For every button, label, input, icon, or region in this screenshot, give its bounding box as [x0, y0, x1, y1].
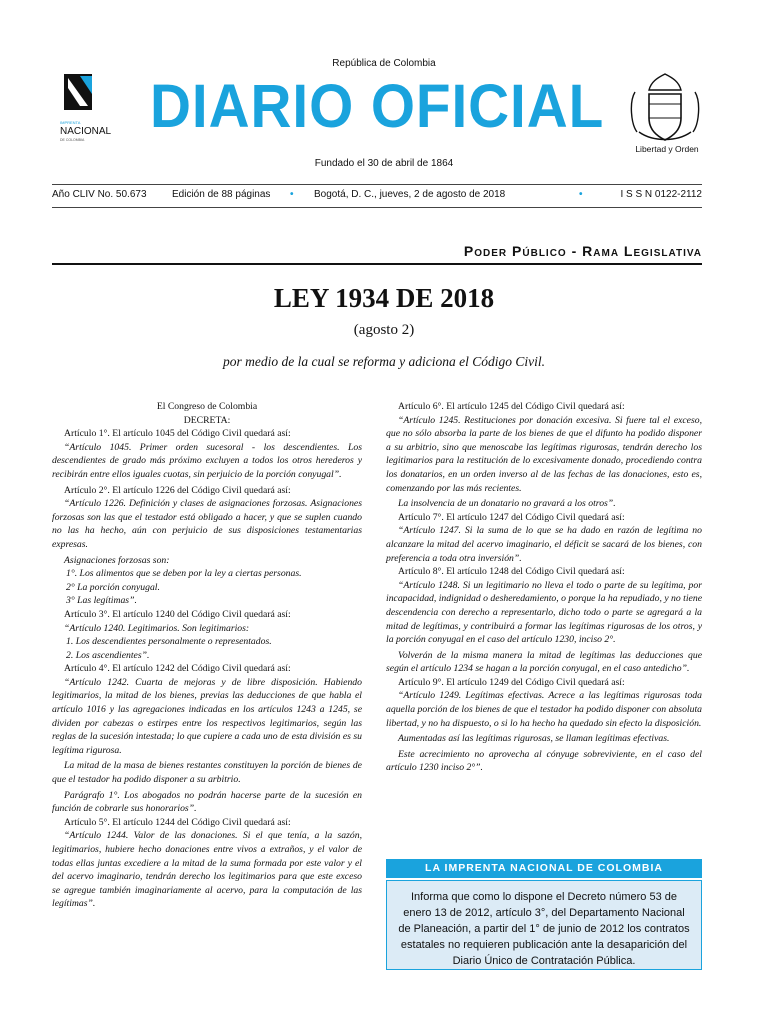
list-item: 2. Los ascendientes”.: [66, 649, 150, 661]
paragraph: Asignaciones forzosas son:: [64, 554, 170, 566]
law-description: por medio de la cual se reforma y adiciona el Código Civil.: [223, 354, 545, 369]
notice-text: Informa que como lo dispone el Decreto número 53 de enero 13 de 2012, artículo 3°, del Departamento Nacional de Planeación, a partir del 1° de junio de 2012 los contratos estatales no requieren publicación ante la desaparición del Diario Único de Contratación Pública.: [398, 891, 690, 967]
paragraph: Artículo 8°. El artículo 1248 del Código Civil quedará así:: [398, 566, 625, 578]
paragraph: Aumentadas así las legítimas rigurosas, se llaman legítimas efectivas.: [398, 733, 670, 745]
right-column: [386, 400, 702, 775]
paragraph: “Artículo 1045. Primer orden sucesoral - los descendientes. Los descendientes de grado más próximo excluyen a todos los otros herederos y recibirán entre ellos iguales cuotas, sin perjuicio de la porción conyugal”.: [52, 441, 362, 480]
svg-text:IMPRENTA: IMPRENTA: [60, 120, 81, 125]
paragraph: Parágrafo 1°. Los abogados no podrán hacerse parte de la sucesión en función de cobrarle sus honorarios”.: [52, 789, 362, 815]
place-date: Bogotá, D. C., jueves, 2 de agosto de 2018: [314, 189, 506, 200]
info-bar: [52, 184, 702, 208]
paragraph: “Artículo 1245. Restituciones por donación excesiva. Si fuere tal el exceso, que no sólo absorba la parte de los bienes de que el difunto ha podido disponer a su arbitrio, sino que menoscabe las legítimas rigurosas, tendrán derecho los legitimarios para la restitución de lo excesivamente donado, procediendo contra los donatarios, en un orden inverso al de las fechas de las donaciones, esto es, comenzando por las más recientes.: [386, 414, 702, 494]
paragraph: Artículo 1°. El artículo 1045 del Código Civil quedará así:: [64, 428, 291, 440]
section-bar: [52, 242, 702, 265]
paragraph: Volverán de la misma manera la mitad de legítimas las deducciones que según el artículo 1234 se hagan a la porción conyugal, en el caso antedicho”.: [386, 649, 702, 675]
notice-box: [386, 859, 702, 969]
separator-dot-icon: •: [579, 189, 583, 200]
list-item: 3° Las legítimas”.: [66, 595, 137, 607]
paragraph: Artículo 6°. El artículo 1245 del Código Civil quedará así:: [398, 401, 625, 412]
paragraph: Artículo 3°. El artículo 1240 del Código Civil quedará así:: [64, 608, 291, 620]
paragraph: Artículo 9°. El artículo 1249 del Código Civil quedará así:: [398, 676, 625, 688]
paragraph: “Artículo 1226. Definición y clases de asignaciones forzosas. Asignaciones forzosas son las que el testador está obligado a hacer, y que se suplen cuando no las ha hecho, aún con perjuicio de sus disposiciones testamentarias expresas.: [52, 498, 362, 550]
paragraph: Este acrecimiento no aprovecha al cónyuge sobreviviente, en el caso del artículo 1230 inciso 2°”.: [386, 748, 702, 774]
paragraph: DECRETA:: [183, 414, 231, 426]
svg-text:DE COLOMBIA: DE COLOMBIA: [60, 138, 85, 142]
paragraph: Artículo 4°. El artículo 1242 del Código Civil quedará así:: [64, 663, 291, 675]
list-item: 1°. Los alimentos que se deben por la ley a ciertas personas.: [66, 568, 302, 580]
edition-pages: Edición de 88 páginas: [172, 189, 271, 200]
issn: I S S N 0122-2112: [620, 189, 702, 200]
imprenta-nacional-logo: [58, 72, 122, 152]
republica-label: República de Colombia: [332, 58, 436, 69]
notice-header: LA IMPRENTA NACIONAL DE COLOMBIA: [386, 859, 702, 878]
paragraph: “Artículo 1248. Si un legitimario no lleva el todo o parte de su legítima, por incapacidad, indignidad o desheredamiento, o porque la ha repudiado, y no tiene descendencia con derecho a representarlo, dicho todo o parte se agregará a la mitad de legítimas, y contribuirá a formar las legítimas rigurosas de los otros, y la porción conyugal en el caso del artículo 1230, inciso 2°.: [386, 579, 702, 646]
paragraph: Artículo 2°. El artículo 1226 del Código Civil quedará así:: [64, 484, 291, 496]
notice-body: [386, 880, 702, 970]
paragraph: “Artículo 1247. Si la suma de lo que se ha dado en razón de legítima no alcanzare la mitad del acervo imaginario, el déficit se sacará de los bienes, con preferencia a toda otra inversión”.: [386, 525, 702, 564]
law-date: (agosto 2): [353, 322, 415, 338]
paragraph: “Artículo 1244. Valor de las donaciones. Si el que tenía, a la sazón, legitimarios, hubiere hecho donaciones entre vivos a extraños, y el valor de todas ellas juntas excediere a la mitad de la suma formada por este valor y el del acervo imaginario, tendrán derecho los legitimarios para que este exceso se agregue también imaginariamente al acervo, para la computación de las legítimas”.: [52, 830, 362, 910]
law-title: LEY 1934 DE 2018: [273, 283, 495, 313]
section-title: Poder Público - Rama Legislativa: [463, 243, 702, 259]
page-title: DIARIO OFICIAL: [150, 72, 605, 140]
svg-text:NACIONAL: NACIONAL: [60, 126, 112, 137]
shield-motto: Libertad y Orden: [635, 144, 699, 154]
paragraph: La mitad de la masa de bienes restantes constituyen la porción de bienes de que el testador ha podido disponer a su arbitrio.: [52, 760, 362, 786]
left-column: [52, 400, 362, 911]
paragraph: El Congreso de Colombia: [156, 401, 258, 412]
year-number: Año CLIV No. 50.673: [52, 189, 147, 200]
paragraph: “Artículo 1240. Legitimarios. Son legitimarios:: [64, 622, 250, 634]
paragraph: La insolvencia de un donatario no gravará a los otros”.: [398, 498, 616, 510]
fundado-label: Fundado el 30 de abril de 1864: [314, 158, 454, 169]
paragraph: “Artículo 1242. Cuarta de mejoras y de libre disposición. Habiendo legitimarios, la mitad de los bienes, previas las deducciones de que habla el artículo 1016 y las agregaciones indicadas en los artículos 1243 a 1245, se dividen por cabezas o estirpes entre los respectivos legitimarios, según las reglas de la sucesión intestada; lo que cupiere a cada uno de esta división es su legítima rigurosa.: [52, 676, 362, 756]
list-item: 1. Los descendientes personalmente o representados.: [66, 636, 272, 648]
paragraph: Artículo 7°. El artículo 1247 del Código Civil quedará así:: [398, 511, 625, 523]
masthead: [0, 0, 768, 185]
list-item: 2° La porción conyugal.: [66, 581, 160, 593]
paragraph: “Artículo 1249. Legítimas efectivas. Acrece a las legítimas rigurosas toda aquella porción de los bienes de que el testador ha podido disponer con absoluta libertad, y no ha dispuesto, o si lo ha hecho ha quedado sin efecto la disposición.: [386, 690, 702, 729]
separator-dot-icon: •: [290, 189, 294, 200]
paragraph: Artículo 5°. El artículo 1244 del Código Civil quedará así:: [64, 816, 291, 828]
